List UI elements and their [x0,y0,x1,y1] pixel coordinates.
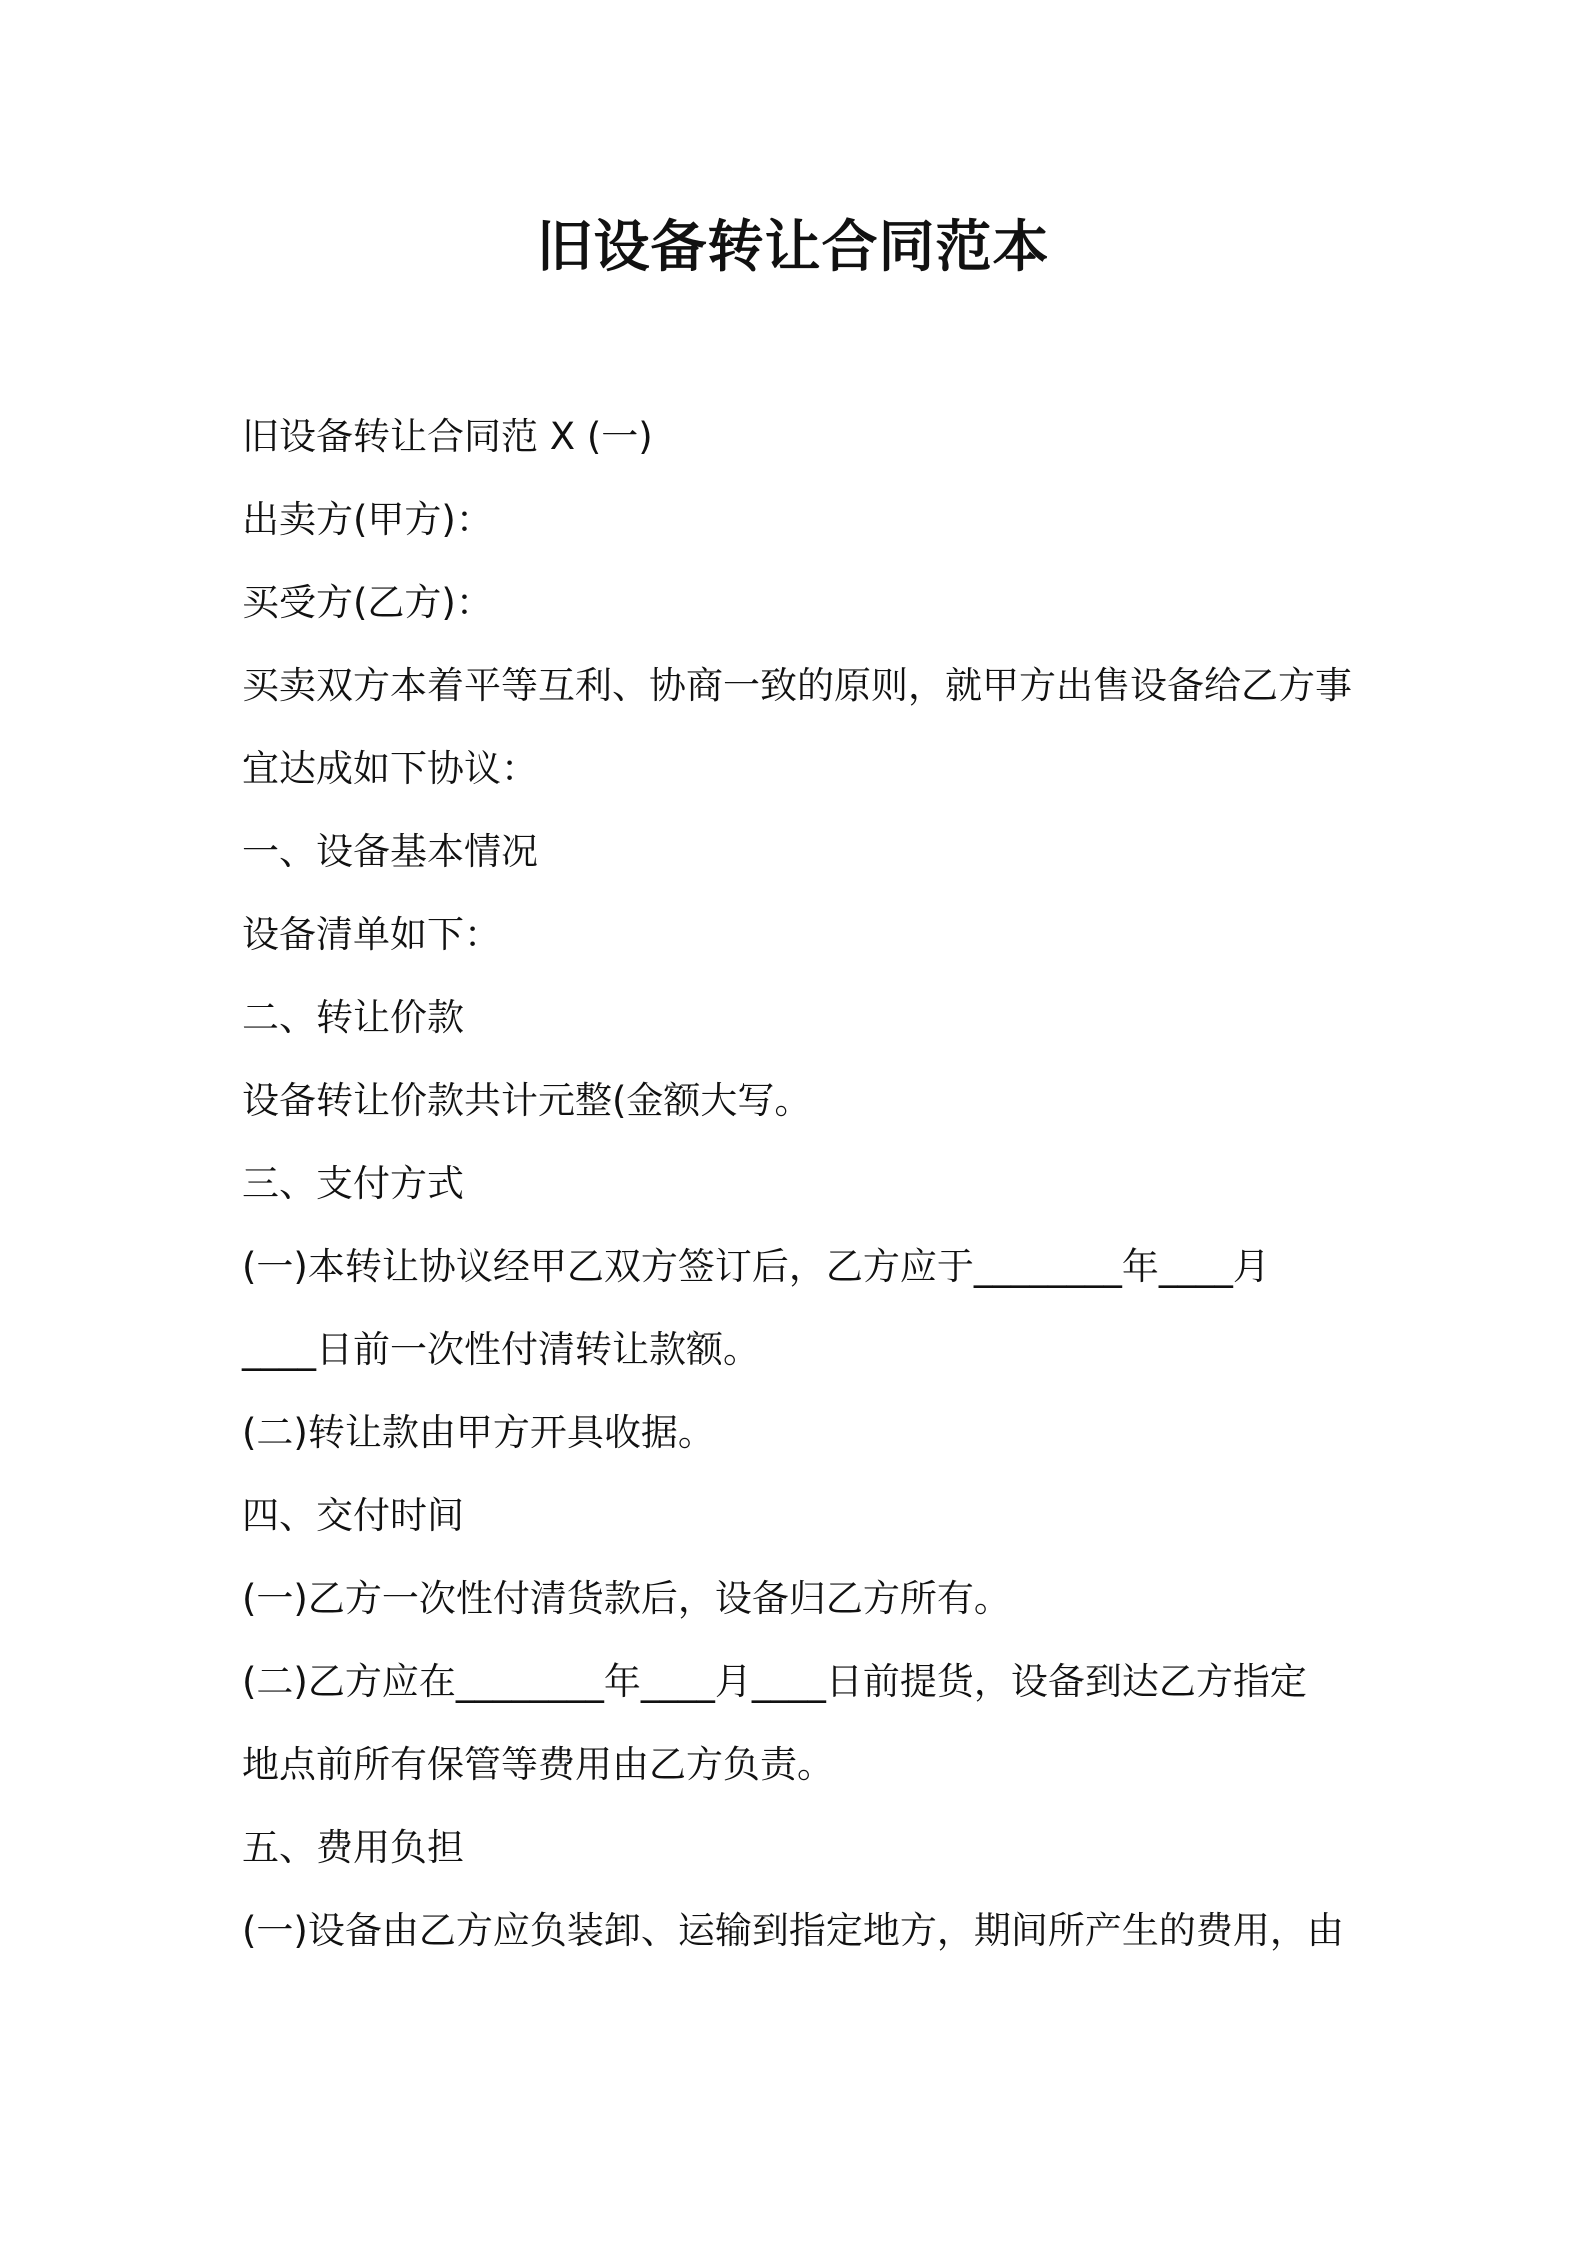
contract-subtitle: 旧设备转让合同范 X (一) [242,415,653,458]
delivery-clause-2-line-2: 地点前所有保管等费用由乙方负责。 [242,1743,834,1786]
payment-clause-1-line-1: (一)本转让协议经甲乙双方签订后，乙方应于________年____月 [242,1245,1270,1288]
section-heading-payment: 三、支付方式 [242,1162,464,1205]
buyer-line: 买受方(乙方)： [242,581,493,624]
payment-clause-2: (二)转让款由甲方开具收据。 [242,1411,715,1454]
payment-clause-1-line-2: ____日前一次性付清转让款额。 [242,1328,760,1371]
equipment-list-line: 设备清单如下： [242,913,501,956]
price-line: 设备转让价款共计元整(金额大写。 [242,1079,812,1122]
section-heading-price: 二、转让价款 [242,996,464,1039]
delivery-clause-1: (一)乙方一次性付清货款后，设备归乙方所有。 [242,1577,1011,1620]
preamble-line-2: 宜达成如下协议： [242,747,538,790]
section-heading-delivery: 四、交付时间 [242,1494,464,1537]
document-title: 旧设备转让合同范本 [536,215,1050,280]
delivery-clause-2-line-1: (二)乙方应在________年____月____日前提货，设备到达乙方指定 [242,1660,1307,1703]
costs-clause-1-line-1: (一)设备由乙方应负装卸、运输到指定地方，期间所产生的费用，由 [242,1909,1344,1952]
preamble-line-1: 买卖双方本着平等互利、协商一致的原则，就甲方出售设备给乙方事 [242,664,1352,707]
section-heading-costs: 五、费用负担 [242,1826,464,1869]
section-heading-equipment: 一、设备基本情况 [242,830,538,873]
seller-line: 出卖方(甲方)： [242,498,493,541]
